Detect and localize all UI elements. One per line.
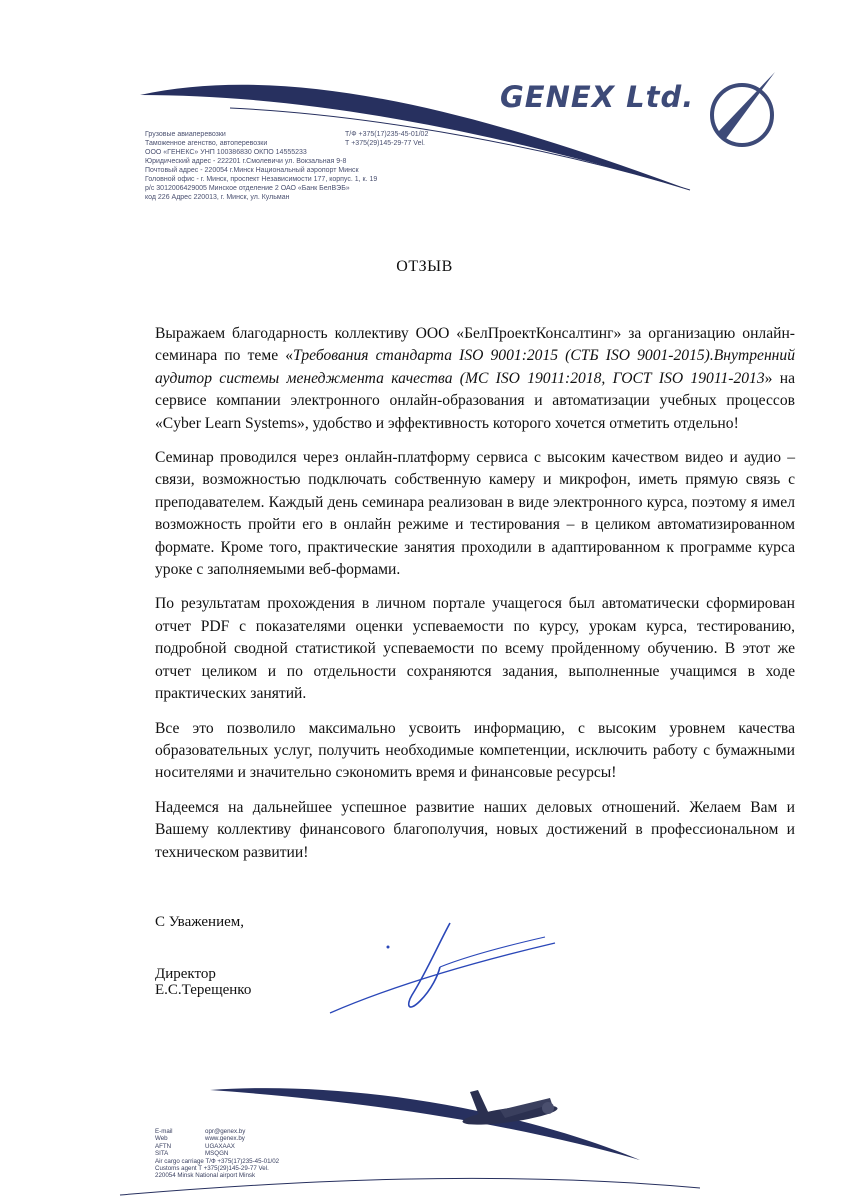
seminar-topic: Требования стандарта ISO 9001:2015 (СТБ ISO 9001-2015).Внутренний аудитор системы менеджмента качества (МС ISO 19011:2018, ГОСТ ISO 19011-2013	[155, 347, 796, 387]
phone-line: Т/Ф +375(17)235-45-01/02	[345, 131, 429, 138]
service-line: Грузовые авиаперевозки	[145, 131, 226, 138]
signatory-name: Е.С.Терещенко	[155, 982, 252, 998]
footer-contact	[155, 1135, 279, 1142]
detail-line: Головной офис - г. Минск, проспект Независимости 177, корпус. 1, к. 19	[145, 176, 378, 183]
genex-emblem-icon	[712, 72, 775, 145]
paragraph-text: Выражаем благодарность коллективу ООО «БелПроектКонсалтинг» за организацию онлайн-семинара по теме «	[155, 325, 795, 365]
letter-body	[155, 323, 795, 876]
service-line: Таможенное агенство, автоперевозки	[145, 140, 268, 147]
footer-address: 220054 Minsk National airport Minsk	[155, 1172, 256, 1180]
company-logo: GENEX Ltd.	[500, 80, 695, 114]
paragraph-2: Семинар проводился через онлайн-платформу сервиса с высоким качеством видео и аудио – связи, возможностью подключать собственную камеру и микрофон, иметь прямую связь с преподавателем. Каждый день семинара реализован в виде электронного курса, поэтому я имел возможность пройти его в онлайн режиме и тестирования – в целиком автоматизированном формате. Кроме того, практические занятия проходили в адаптированном к программе курса уроке с заполняемыми веб-формами.	[155, 449, 795, 579]
contact-key: E-mail	[155, 1128, 173, 1135]
phone-line: Т +375(29)145-29-77 Vel.	[345, 140, 425, 147]
contact-aftn: UGAXAAX	[205, 1142, 235, 1150]
contact-sita: MSQGN	[205, 1150, 229, 1158]
contact-key: SITA	[155, 1150, 169, 1158]
footer-swoosh	[0, 1070, 849, 1200]
paragraph-4: Все это позволило максимально усвоить информацию, с высоким уровнем качества образовательных услуг, получить необходимые компетенции, исключить работу с бумажными носителями и значительно сэкономить время и финансовые ресурсы!	[155, 719, 795, 782]
signatory-block	[155, 966, 251, 998]
letterhead-info	[145, 130, 428, 202]
paragraph-1	[155, 323, 795, 435]
contact-email: opr@genex.by	[205, 1128, 246, 1135]
detail-line: ООО «ГЕНЕКС» УНП 100386830 ОКПО 14555233	[145, 149, 307, 156]
detail-line: код 226 Адрес 220013, г. Минск, ул. Кульман	[145, 194, 290, 201]
footer-info	[155, 1128, 279, 1180]
letterhead-swoosh	[0, 0, 849, 240]
footer-contact	[155, 1128, 279, 1135]
document-title: ОТЗЫВ	[396, 258, 453, 275]
detail-line: р/с 3012006429005 Минское отделение 2 ОАО «Банк БелВЭБ»	[145, 185, 350, 192]
handwritten-signature	[320, 915, 570, 1025]
contact-web: www.genex.by	[205, 1135, 245, 1143]
footer-contact	[155, 1150, 279, 1157]
paragraph-3: По результатам прохождения в личном портале учащегося был автоматически сформирован отчет PDF с показателями оценки успеваемости по курсу, урокам курса, тестированию, подробной сводной статистикой успеваемости по всему пройденному обучению. В этот же отчет целиком и по отдельности сохраняются задания, выполненные учащимся в ходе практических занятий.	[155, 595, 795, 703]
footer-customs: Customs agent T +375(29)145-29-77 Vel.	[155, 1165, 269, 1173]
paragraph-5: Надеемся на дальнейшее успешное развитие наших деловых отношений. Желаем Вам и Вашему коллективу финансового благополучия, новых достижений в профессиональном и техническом развитии!	[155, 798, 795, 861]
footer-contact	[155, 1143, 279, 1150]
footer-cargo: Air cargo carriage T/Ф +375(17)235-45-01/02	[155, 1157, 280, 1165]
closing: С Уважением,	[155, 914, 245, 930]
detail-line: Почтовый адрес - 220054 г.Минск Национальный аэропорт Минск	[145, 167, 359, 174]
contact-key: Web	[155, 1135, 168, 1143]
contact-key: AFTN	[155, 1142, 172, 1150]
position-title: Директор	[155, 966, 216, 982]
paragraph-text: » на сервисе компании электронного онлайн-образования и автоматизации учебных процессов «Cyber Learn Systems», удобство и эффективность которого хочется отметить отдельно!	[155, 369, 795, 432]
detail-line: Юридический адрес - 222201 г.Смолевичи ул. Вокзальная 9-8	[145, 158, 347, 165]
